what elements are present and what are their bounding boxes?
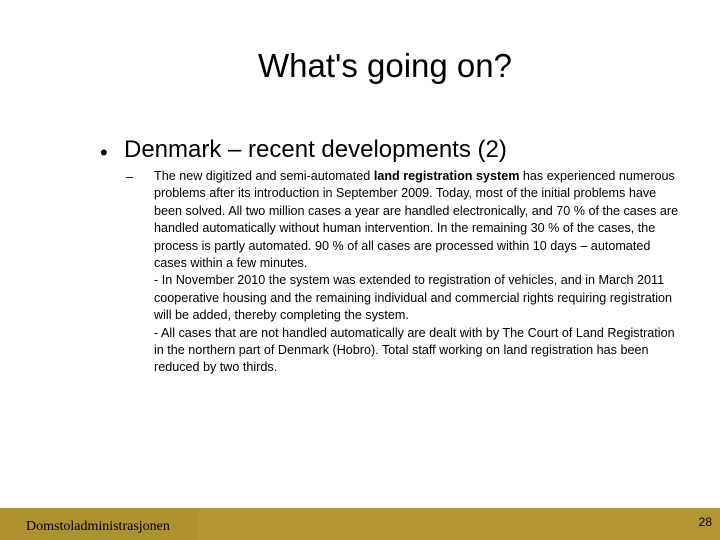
main-bullet [100, 134, 700, 168]
paragraph-1-start: The new digitized and semi-automated [154, 169, 374, 183]
paragraph-3: - All cases that are not handled automatically are dealt with by The Court of Land Registration in the northern part of Denmark (Hobro). Total staff working on land registration has been reduced by two thirds. [154, 325, 675, 375]
bullet-marker: • [100, 140, 108, 165]
footer-organization-logo: Domstoladministrasjonen [26, 519, 170, 534]
paragraph-1 [154, 168, 684, 272]
slide-title: What's going on? [258, 47, 512, 84]
paragraph-1-bold: land registration system [373, 169, 520, 183]
page-number: 28 [698, 515, 712, 529]
paragraph-2: - In November 2010 the system was extended to registration of vehicles, and in March 2011 cooperative housing and the remaining individual and commercial rights requiring registration will be added, thereby completing the system. [154, 273, 673, 323]
sub-bullet-body [154, 168, 684, 377]
sub-bullet-marker: – [126, 169, 134, 184]
paragraph-1-end: has experienced numerous problems after its introduction in September 2009. Today, most of the initial problems have been solved. All two million cases a year are handled electronically, and 70 % of the cases are handled automatically without human intervention. In the remaining 30 % of the cases, the process is partly automated. 90 % of all cases are processed within 10 days – automated cases within a few minutes. [154, 169, 679, 271]
bullet-text: Denmark – recent developments (2) [124, 136, 507, 163]
